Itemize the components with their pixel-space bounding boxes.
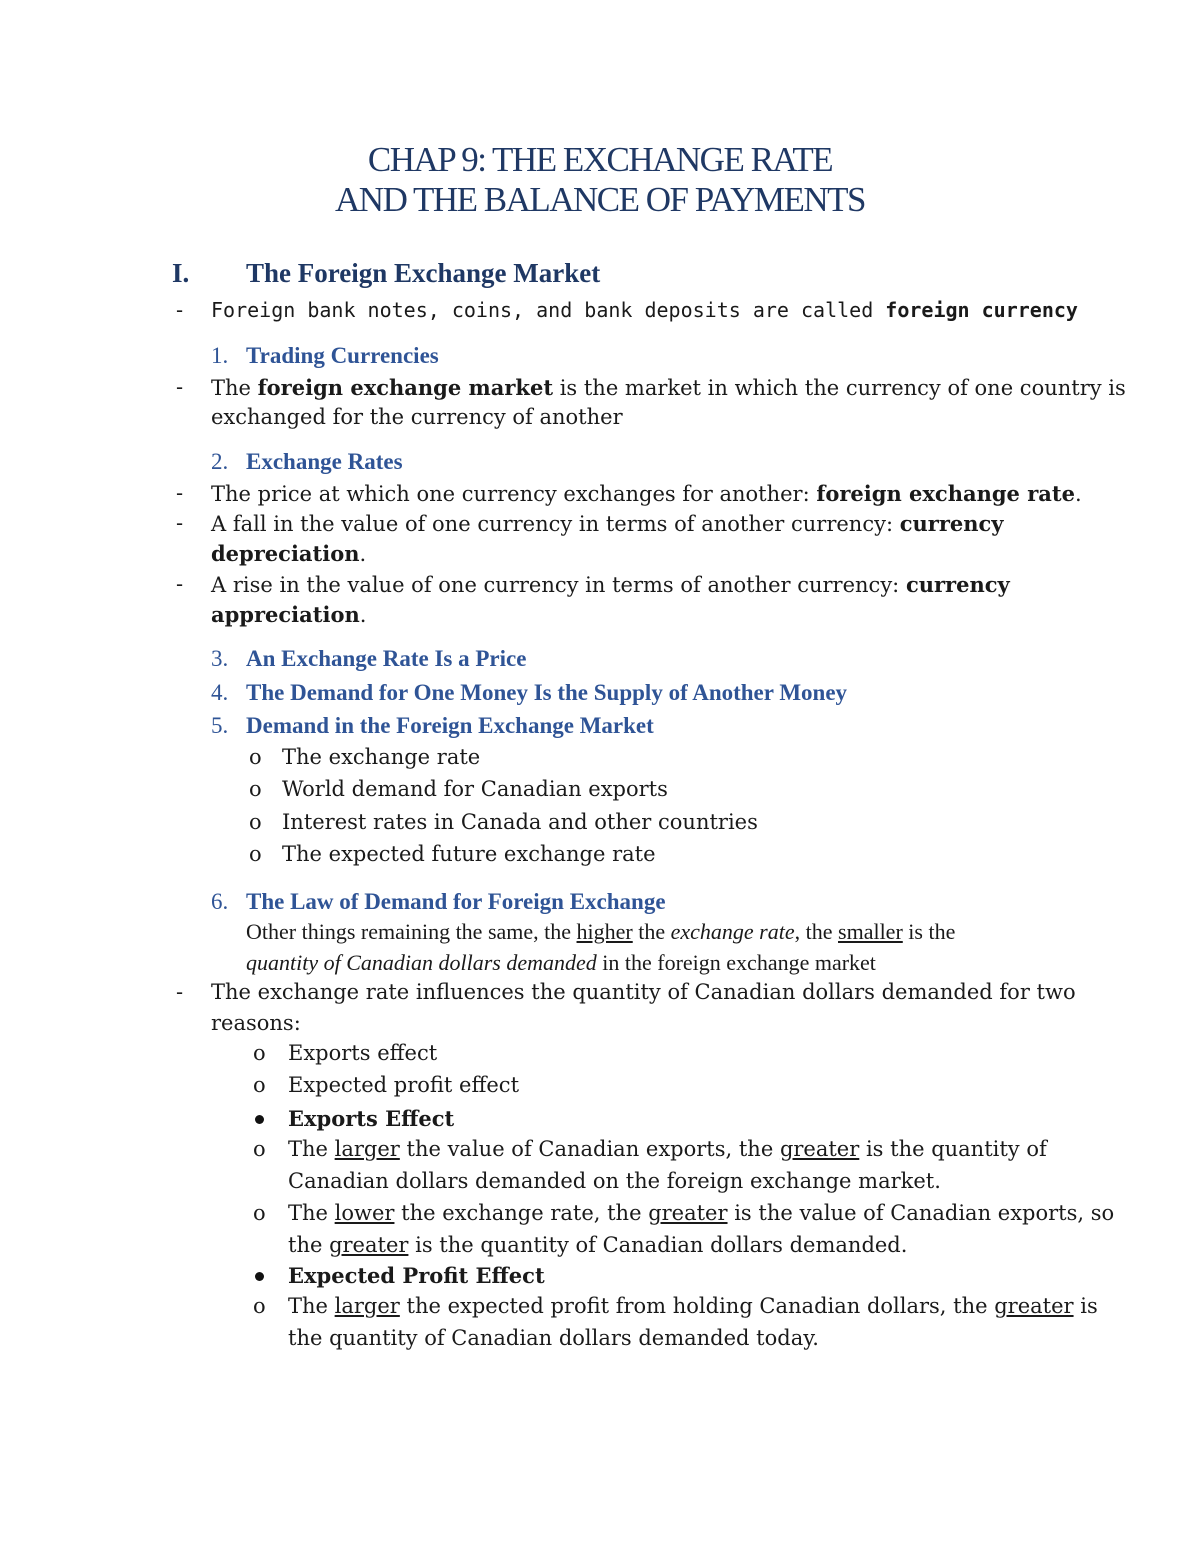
list-item: The exchange rate bbox=[282, 745, 481, 769]
bullet-marker bbox=[255, 1272, 264, 1281]
list-item: The expected future exchange rate bbox=[282, 842, 656, 866]
italic-term: exchange rate bbox=[670, 919, 795, 944]
dash-marker: - bbox=[176, 572, 184, 596]
bold-term: foreign exchange rate bbox=[816, 481, 1075, 506]
underlined-term: smaller bbox=[838, 919, 903, 944]
text-run: is the value of Canadian exports, so bbox=[727, 1201, 1115, 1225]
list-item-continuation bbox=[288, 1233, 907, 1257]
text-run: is the market in which the currency of one country is bbox=[553, 376, 1126, 400]
bold-term: appreciation bbox=[211, 602, 360, 627]
list-item: Interest rates in Canada and other countries bbox=[282, 810, 758, 834]
page-title-line-1: CHAP 9: THE EXCHANGE RATE bbox=[367, 140, 833, 179]
underlined-term: greater bbox=[329, 1233, 409, 1257]
paragraph-line: reasons: bbox=[211, 1011, 301, 1035]
subsection-number: 5. bbox=[211, 713, 229, 738]
text-run: . bbox=[1074, 482, 1082, 506]
subsection-heading: An Exchange Rate Is a Price bbox=[246, 646, 527, 671]
text-run: , the bbox=[794, 919, 839, 944]
underlined-term: greater bbox=[648, 1201, 728, 1225]
paragraph-line bbox=[211, 375, 1126, 400]
underlined-term: higher bbox=[576, 919, 633, 944]
intro-text: Foreign bank notes, coins, and bank deposits are called bbox=[211, 298, 886, 322]
subsection-number: 3. bbox=[211, 646, 229, 671]
subsection-number: 6. bbox=[211, 889, 229, 914]
subsection-number: 2. bbox=[211, 449, 229, 474]
text-run: is the quantity of bbox=[859, 1137, 1047, 1161]
subsection-heading: Trading Currencies bbox=[246, 343, 439, 368]
list-marker: o bbox=[253, 1137, 266, 1161]
underlined-term: greater bbox=[994, 1294, 1074, 1318]
list-item bbox=[288, 1201, 1114, 1225]
subsection-heading: Demand in the Foreign Exchange Market bbox=[246, 713, 654, 738]
intro-bold-term: foreign currency bbox=[885, 298, 1078, 322]
text-run: A fall in the value of one currency in terms of another currency: bbox=[211, 512, 900, 536]
list-marker: o bbox=[249, 777, 262, 801]
bold-term: depreciation bbox=[211, 541, 360, 566]
dash-marker: - bbox=[176, 375, 184, 399]
text-run: the value of Canadian exports, the bbox=[399, 1137, 780, 1161]
paragraph-line bbox=[211, 602, 366, 627]
bullet-marker bbox=[255, 1115, 264, 1124]
text-run: The bbox=[288, 1137, 335, 1161]
italic-term: quantity of Canadian dollars demanded bbox=[246, 950, 597, 975]
list-marker: o bbox=[249, 745, 262, 769]
list-item bbox=[288, 1294, 1098, 1318]
subsection-heading: The Demand for One Money Is the Supply of Another Money bbox=[246, 680, 848, 705]
text-run: The bbox=[288, 1201, 335, 1225]
law-line bbox=[246, 919, 955, 945]
text-run: The bbox=[288, 1294, 335, 1318]
paragraph-line: exchanged for the currency of another bbox=[211, 405, 623, 429]
list-item: World demand for Canadian exports bbox=[282, 777, 668, 801]
bold-term: foreign exchange market bbox=[257, 375, 554, 400]
bold-term: currency bbox=[899, 511, 1004, 536]
dash-marker: - bbox=[176, 298, 184, 322]
list-marker: o bbox=[253, 1041, 266, 1065]
list-item: Expected profit effect bbox=[288, 1073, 520, 1097]
underlined-term: lower bbox=[334, 1201, 395, 1225]
effect-heading bbox=[288, 1263, 545, 1288]
list-marker: o bbox=[253, 1073, 266, 1097]
text-run: is the bbox=[902, 919, 956, 944]
bold-term: Exports Effect bbox=[288, 1106, 455, 1131]
text-run: the bbox=[288, 1233, 330, 1257]
list-marker: o bbox=[249, 810, 262, 834]
text-run: The bbox=[211, 376, 258, 400]
paragraph-line bbox=[211, 572, 1010, 597]
list-item: Exports effect bbox=[288, 1041, 438, 1065]
text-run: . bbox=[359, 603, 367, 627]
intro-line bbox=[211, 298, 1078, 322]
text-run: is bbox=[1073, 1294, 1098, 1318]
dash-marker: - bbox=[176, 481, 184, 505]
list-marker: o bbox=[253, 1201, 266, 1225]
paragraph-line bbox=[211, 481, 1082, 506]
underlined-term: greater bbox=[779, 1137, 860, 1161]
underlined-term: larger bbox=[334, 1137, 400, 1161]
text-run: . bbox=[359, 542, 367, 566]
dash-marker: - bbox=[176, 511, 184, 535]
law-line bbox=[246, 950, 876, 976]
subsection-number: 1. bbox=[211, 343, 229, 368]
paragraph-line: The exchange rate influences the quantity of Canadian dollars demanded for two bbox=[211, 980, 1076, 1004]
subsection-number: 4. bbox=[211, 680, 229, 705]
bold-term: currency bbox=[905, 572, 1010, 597]
effect-heading bbox=[288, 1106, 454, 1131]
subsection-heading: Exchange Rates bbox=[246, 449, 403, 474]
list-item-continuation: Canadian dollars demanded on the foreign exchange market. bbox=[288, 1169, 941, 1193]
paragraph-line bbox=[211, 511, 1004, 536]
list-marker: o bbox=[253, 1294, 266, 1318]
page-title-line-2: AND THE BALANCE OF PAYMENTS bbox=[335, 180, 865, 219]
section-number: I. bbox=[172, 258, 190, 288]
list-item bbox=[288, 1137, 1047, 1161]
section-heading: The Foreign Exchange Market bbox=[246, 258, 601, 288]
text-run: the exchange rate, the bbox=[394, 1201, 649, 1225]
list-marker: o bbox=[249, 842, 262, 866]
text-run: the expected profit from holding Canadian dollars, the bbox=[399, 1294, 995, 1318]
list-item-continuation: the quantity of Canadian dollars demanded today. bbox=[288, 1326, 819, 1350]
text-run: in the foreign exchange market bbox=[596, 950, 876, 975]
text-run: is the quantity of Canadian dollars demanded. bbox=[408, 1233, 908, 1257]
subsection-heading: The Law of Demand for Foreign Exchange bbox=[246, 889, 666, 914]
dash-marker: - bbox=[176, 980, 184, 1004]
text-run: A rise in the value of one currency in terms of another currency: bbox=[211, 573, 906, 597]
text-run: the bbox=[632, 919, 671, 944]
underlined-term: larger bbox=[334, 1294, 400, 1318]
paragraph-line bbox=[211, 541, 366, 566]
bold-term: Expected Profit Effect bbox=[288, 1263, 545, 1288]
text-run: Other things remaining the same, the bbox=[246, 919, 577, 944]
text-run: The price at which one currency exchanges for another: bbox=[211, 482, 817, 506]
